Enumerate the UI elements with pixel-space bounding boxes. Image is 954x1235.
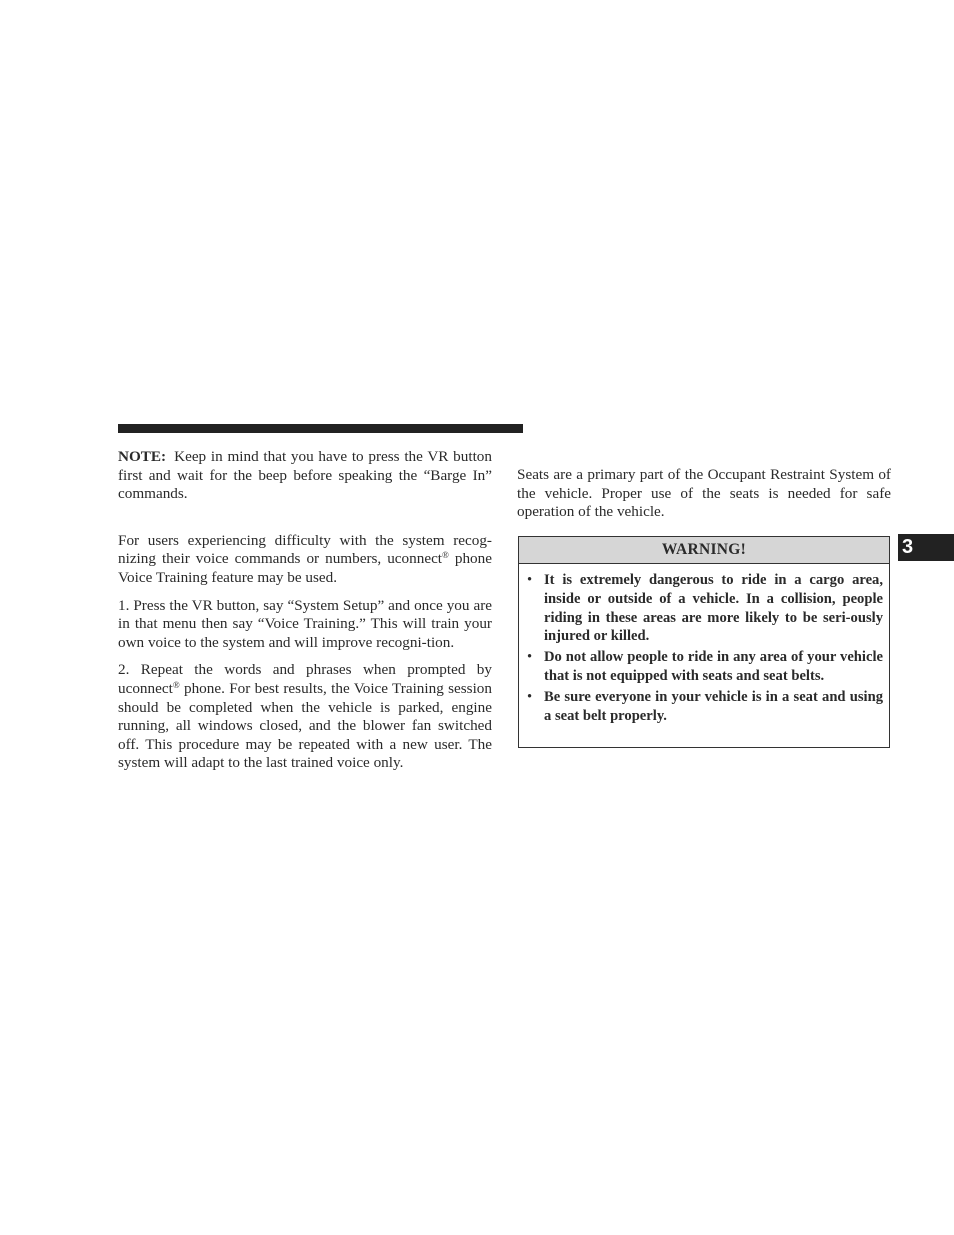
voice-training-intro <box>118 532 492 588</box>
left-column <box>118 448 492 773</box>
chapter-tab: 3 <box>898 534 954 561</box>
note-paragraph <box>118 448 492 504</box>
warning-item <box>527 648 883 686</box>
bullet-icon: • <box>527 688 533 705</box>
step2-text-a: 2. Repeat the words and phrases when prompted by uconnect <box>118 661 492 697</box>
registered-mark: ® <box>442 550 449 561</box>
intro-text-a: For users experiencing difficulty with the system recog-nizing their voice commands or numbers, uconnect <box>118 531 492 568</box>
seats-intro-paragraph: Seats are a primary part of the Occupant Restraint System of the vehicle. Proper use of the seats is needed for safe operation of the vehicle. <box>517 466 891 521</box>
warning-item-text: Be sure everyone in your vehicle is in a seat and using a seat belt properly. <box>544 688 883 724</box>
step-2-paragraph <box>118 661 492 773</box>
step-1-paragraph: 1. Press the VR button, say “System Setup” and once you are in that menu then say “Voice Training.” This will train your own voice to the system and will improve recogni-tion. <box>118 596 492 651</box>
note-text: Keep in mind that you have to press the VR button first and wait for the beep before speaking the “Barge In” commands. <box>118 448 492 503</box>
note-label: NOTE: <box>118 448 167 465</box>
step2-text-b: phone. For best results, the Voice Training session should be completed when the vehicle is parked, engine running, all windows closed, and the blower fan switched off. This procedure may be repeated with a new user. The system will adapt to the last trained voice only. <box>118 679 492 772</box>
warning-item-text: Do not allow people to ride in any area of your vehicle that is not equipped with seats and seat belts. <box>544 649 883 684</box>
intro-text-b: phone Voice Training feature may be used. <box>118 550 492 586</box>
warning-list <box>519 564 889 725</box>
right-column <box>517 466 891 522</box>
warning-title: WARNING! <box>519 537 889 564</box>
section-rule <box>118 424 523 433</box>
bullet-icon: • <box>527 572 533 588</box>
warning-item <box>527 571 883 646</box>
registered-mark: ® <box>172 679 180 690</box>
warning-item-text: It is extremely dangerous to ride in a cargo area, inside or outside of a vehicle. In a collision, people riding in these areas are more likely to be seri-ously injured or killed. <box>544 572 883 645</box>
warning-item <box>527 688 883 726</box>
warning-box <box>518 536 890 748</box>
bullet-icon: • <box>527 649 533 666</box>
